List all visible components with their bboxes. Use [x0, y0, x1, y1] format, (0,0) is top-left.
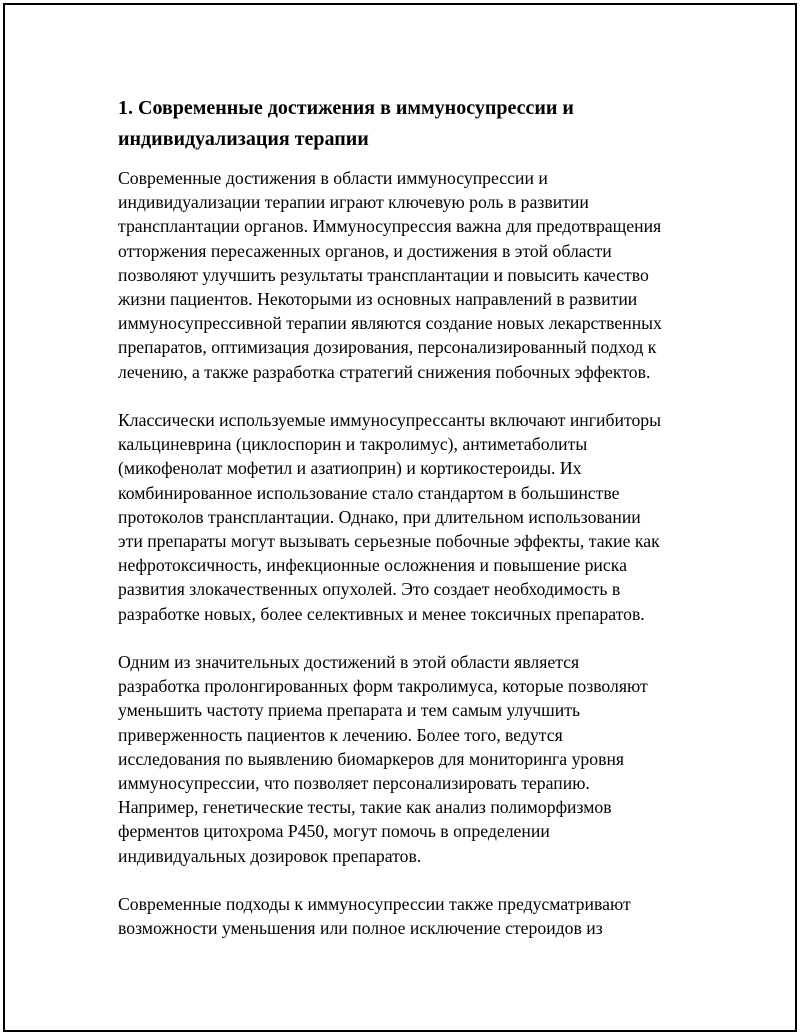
text-line: иммуносупрессии, что позволяет персонализировать терапию. [118, 773, 590, 794]
text-line: Одним из значительных достижений в этой области является [118, 652, 580, 673]
text-line: отторжения пересаженных органов, и достижения в этой области [118, 240, 612, 261]
text-line: эти препараты могут вызывать серьезные побочные эффекты, такие как [118, 531, 660, 552]
text-line: разработке новых, более селективных и менее токсичных препаратов. [118, 603, 645, 624]
text-line: Современные достижения в области иммуносупрессии и [118, 168, 548, 188]
section-heading [118, 93, 718, 155]
text-line: позволяют улучшить результаты трансплантации и повысить качество [118, 264, 649, 285]
paragraph-1 [118, 166, 718, 384]
text-line: Например, генетические тесты, такие как анализ полиморфизмов [118, 797, 612, 818]
text-line: уменьшить частоту приема препарата и тем самым улучшить [118, 700, 581, 721]
heading-line: 1. Современные достижения в иммуносупрессии и [118, 97, 574, 119]
text-line: трансплантации органов. Иммуносупрессия важна для предотвращения [118, 216, 662, 237]
text-line: лечению, а также разработка стратегий снижения побочных эффектов. [118, 361, 651, 382]
text-line: Классически используемые иммуносупрессанты включают ингибиторы [118, 410, 662, 431]
text-line: разработка пролонгированных форм такролимуса, которые позволяют [118, 676, 648, 697]
paragraph-2 [118, 408, 718, 626]
paragraph-3 [118, 650, 718, 868]
heading-line: индивидуализация терапии [118, 128, 369, 150]
text-line: ферментов цитохрома P450, могут помочь в определении [118, 821, 550, 842]
text-line: возможности уменьшения или полное исключение стероидов из [118, 918, 603, 939]
text-line: индивидуальных дозировок препаратов. [118, 845, 422, 866]
text-line: комбинированное использование стало стандартом в большинстве [118, 482, 620, 503]
text-line: нефротоксичность, инфекционные осложнения и повышение риска [118, 555, 627, 576]
text-line: исследования по выявлению биомаркеров для мониторинга уровня [118, 748, 625, 769]
paragraph-4 [118, 892, 718, 940]
document-body [118, 93, 718, 940]
text-line: индивидуализации терапии играют ключевую роль в развитии [118, 192, 589, 213]
text-line: препаратов, оптимизация дозирования, персонализированный подход к [118, 337, 657, 358]
text-line: иммуносупрессивной терапии являются создание новых лекарственных [118, 313, 662, 334]
text-line: (микофенолат мофетил и азатиоприн) и кортикостероиды. Их [118, 458, 582, 479]
text-line: протоколов трансплантации. Однако, при длительном использовании [118, 506, 641, 527]
text-line: жизни пациентов. Некоторыми из основных направлений в развитии [118, 289, 638, 310]
text-line: приверженность пациентов к лечению. Более того, ведутся [118, 724, 563, 745]
text-line: развития злокачественных опухолей. Это создает необходимость в [118, 579, 621, 600]
text-line: кальциневрина (циклоспорин и такролимус), антиметаболиты [118, 434, 588, 455]
text-line: Современные подходы к иммуносупрессии также предусматривают [118, 894, 631, 915]
